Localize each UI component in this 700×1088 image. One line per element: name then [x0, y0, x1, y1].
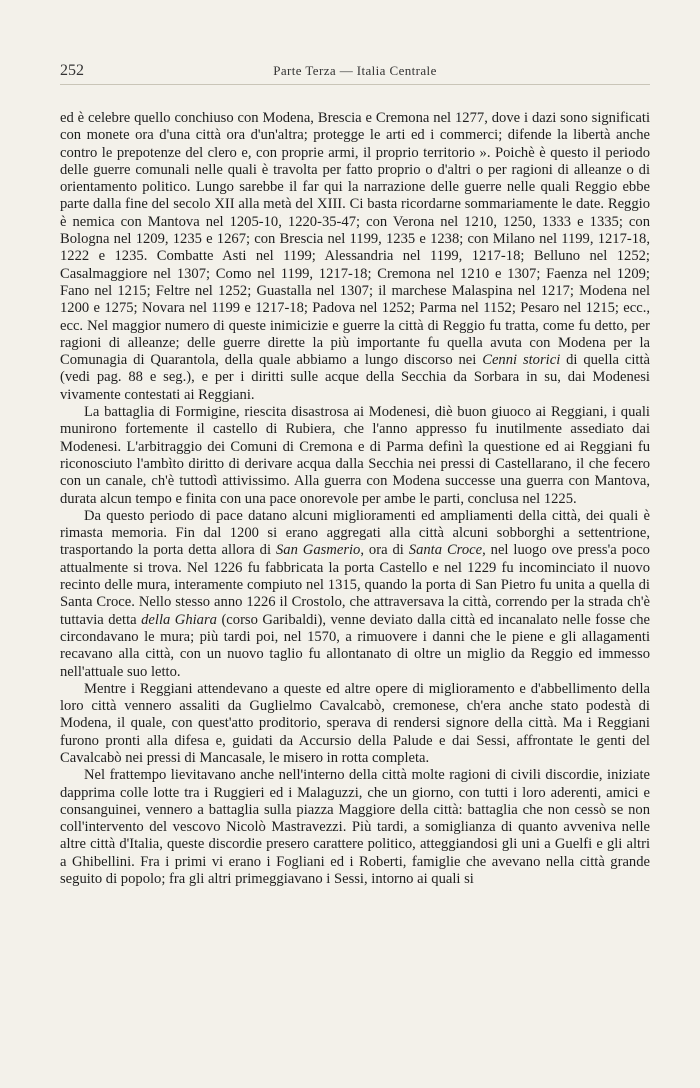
- text-run: , nel luogo ove press'a poco attualmente si trova. Nel 1226 fu fabbricata la porta Castello e nel 1229 fu incominciato il nuovo recinto delle mura, interamente compiuto nel 1315, quando la porta di San Pietro fu unita a quella di Santa Croce. Nello stesso anno 1226 il Crostolo, che attraversava la città, correndo per la strada ch'è tuttavia detta: [60, 542, 650, 628]
- text-run: Da questo periodo di pace datano alcuni miglioramenti ed ampliamenti della città, dei quali è rimasta memoria. Fin dal 1200 si erano aggregati alla città alcuni sobborghi a settentrione, trasportando la porta detta allora di: [60, 507, 650, 559]
- paragraph: [60, 110, 650, 404]
- italic-text: San Gasmerio: [275, 542, 361, 559]
- italic-text: Cenni storici: [482, 352, 561, 369]
- italic-text: della Ghiara: [141, 611, 217, 628]
- text-run: (corso Garibaldi), venne deviato dalla città ed incanalato nelle fosse che circondavano le mura; più tardi poi, nel 1570, a rimuovere i danni che le piene e gli allagamenti recavano alla città, con un nuovo taglio fu allontanato di oltre un miglio da Reggio ed immesso nell'attuale suo letto.: [60, 611, 650, 680]
- page-number: 252: [60, 62, 84, 79]
- text-run: Mentre i Reggiani attendevano a queste ed altre opere di miglioramento e d'abbellimento della loro città vennero assaliti da Guglielmo Cavalcabò, cremonese, ch'era anche stato podestà di Modena, il quale, con quest'atto proditorio, sperava di rendersi signore della città. Ma i Reggiani furono pronti alla difesa e, guidati da Accursio della Palude e dai Sessi, affrontate le genti del Cavalcabò nei pressi di Mancasale, le misero in rotta completa.: [60, 680, 650, 766]
- body-text: [60, 110, 650, 888]
- text-run: , ora di: [360, 542, 409, 559]
- paragraph: [60, 508, 650, 681]
- text-run: La battaglia di Formigine, riescita disastrosa ai Modenesi, diè buon giuoco ai Reggiani, i quali munirono fortemente il castello di Rubiera, che l'anno appresso fu inutilmente assediato dai Modenesi. L'arbitraggio dei Comuni di Cremona e di Parma definì la questione ed ai Reggiani fu riconosciuto l'ambìto diritto di derivare acqua dalla Secchia nei pressi di Castellarano, il che fecero con un canale, ch'è tuttodì attivissimo. Alla guerra con Modena successe una guerra con Mantova, durata alcun tempo e finita con una pace onorevole per ambe le parti, conclusa nel 1225.: [60, 404, 650, 507]
- running-title: Parte Terza — Italia Centrale: [273, 63, 437, 78]
- text-run: di quella città (vedi pag. 88 e seg.), e per i diritti sulle acque della Secchia da Sorbara in su, dai Modenesi vivamente contestati ai Reggiani.: [60, 352, 650, 403]
- paragraph: [60, 404, 650, 508]
- paragraph: [60, 681, 650, 767]
- italic-text: Santa Croce: [408, 542, 483, 559]
- page-header: [60, 62, 650, 85]
- paragraph: [60, 767, 650, 888]
- text-run: ed è celebre quello conchiuso con Modena, Brescia e Cremona nel 1277, dove i dazi sono significati con monete ora d'una città ora d'un'altra; protegge le arti ed i commerci; difende la libertà anche contro le prepotenze del clero e, con proprie armi, il proprio territorio ». Poichè è questo il periodo delle guerre comunali nelle quali è travolta per fatto proprio o d'altri o per ragioni di alleanze o di orientamento politico. Lungo sarebbe il far qui la narrazione delle guerre nelle quali Reggio ebbe parte dalla fine del secolo XII alla metà del XIII. Ci basta ricordarne sommariamente le date. Reggio è nemica con Mantova nel 1205-10, 1220-35-47; con Verona nel 1210, 1250, 1333 e 1335; con Bologna nel 1209, 1235 e 1267; con Brescia nel 1199, 1235 e 1238; con Milano nel 1199, 1217-18, 1222 e 1235. Combatte Asti nel 1199; Alessandria nel 1199, 1217-18; Belluno nel 1252; Casalmaggiore nel 1307; Como nel 1199, 1217-18; Cremona nel 1210 e 1307; Faenza nel 1209; Fano nel 1215; Feltre nel 1252; Guastalla nel 1307; il marchese Malaspina nel 1217; Modena nel 1200 e 1275; Novara nel 1199 e 1217-18; Padova nel 1252; Parma nel 1152; Pesaro nel 1215; ecc., ecc. Nel maggior numero di queste inimicizie e guerre la città di Reggio fu tratta, come fu detto, per ragioni di alleanze; delle guerre dirette la più importante fu quella avuta con Modena per la Comunagia di Quarantola, della quale abbiamo a lungo discorso nei: [60, 110, 650, 369]
- text-run: Nel frattempo lievitavano anche nell'interno della città molte ragioni di civili discordie, iniziate dapprima colle lotte tra i Ruggieri ed i Malaguzzi, che un giorno, con tutti i loro aderenti, amici e consanguinei, vennero a battaglia sulla piazza Maggiore della città: battaglia che non cessò se non coll'intervento del vescovo Nicolò Mastravezzi. Più tardi, a somiglianza di quanto avveniva nelle altre città d'Italia, queste discordie presero carattere politico, atteggiandosi gli uni a Guelfi e gli altri a Ghibellini. Fra i primi vi erano i Fogliani ed i Roberti, famiglie che avevano nella città grande seguito di popolo; fra gli altri primeggiavano i Sessi, intorno ai quali si: [60, 767, 650, 888]
